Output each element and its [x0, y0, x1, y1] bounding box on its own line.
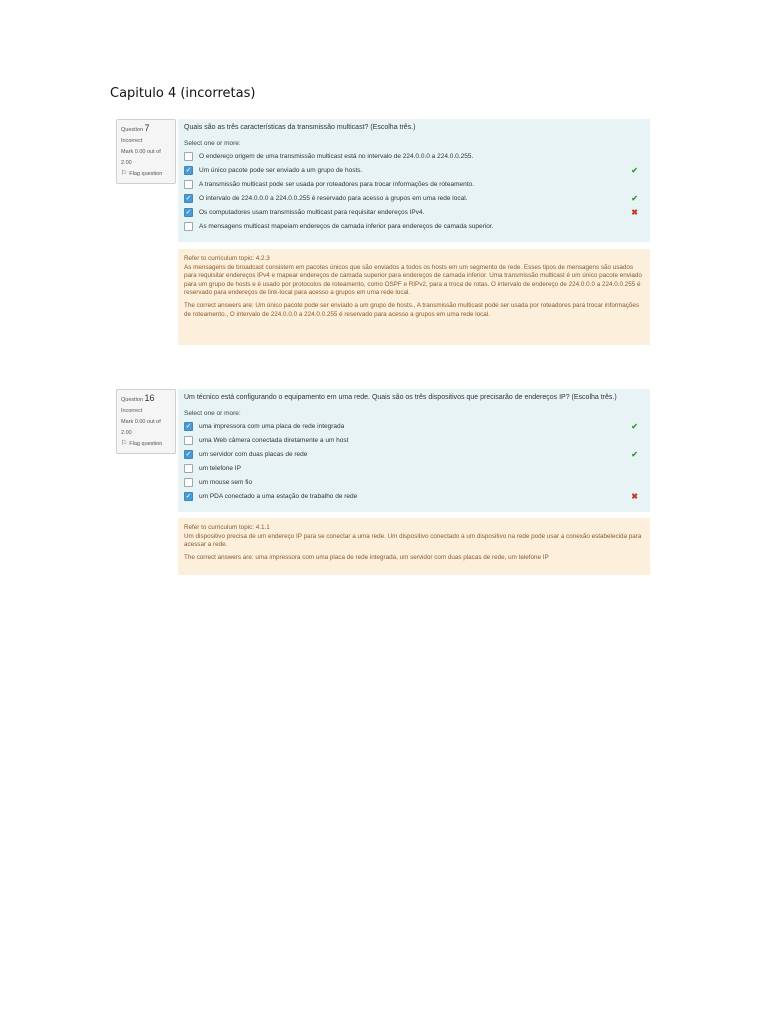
feedback-topic: Refer to curriculum topic: 4.2.3 — [184, 255, 270, 262]
checkbox-checked[interactable] — [184, 422, 193, 431]
check-icon: ✔ — [631, 165, 638, 175]
check-icon: ✓ — [185, 194, 192, 202]
check-icon: ✓ — [185, 450, 192, 458]
question-label: Question — [121, 127, 144, 133]
checkbox-checked[interactable] — [184, 208, 193, 217]
question-grade: Mark 0.00 out of 2.00 — [121, 149, 161, 166]
right-answer: The correct answers are: uma impressora com uma placa de rede integrada, um servidor com duas placas de rede, um telefone IP — [184, 553, 549, 561]
answer-option[interactable] — [184, 205, 644, 219]
checkbox-unchecked[interactable] — [184, 222, 193, 231]
question-grade: Mark 0.00 out of 2.00 — [121, 419, 161, 436]
answer-label[interactable]: um mouse sem fio — [199, 478, 253, 486]
answer-option[interactable] — [184, 163, 644, 177]
cross-icon: ✖ — [631, 207, 638, 217]
page-title: Capitulo 4 (incorretas) — [110, 86, 256, 101]
feedback-panel — [178, 518, 650, 575]
flag-question-label[interactable]: Flag question — [129, 441, 163, 447]
check-icon: ✔ — [631, 449, 638, 459]
question-text: Um técnico está configurando o equipamento em uma rede. Quais são os três dispositivos que precisarão de endereços IP? (Escolha três.) — [184, 394, 617, 401]
question-label: Question — [121, 397, 144, 403]
question-info — [116, 389, 176, 454]
flag-icon[interactable]: ⚐ — [121, 170, 128, 177]
checkbox-unchecked[interactable] — [184, 464, 193, 473]
answer-option[interactable] — [184, 461, 644, 475]
flag-icon[interactable]: ⚐ — [121, 440, 128, 447]
checkbox-checked[interactable] — [184, 194, 193, 203]
check-icon: ✓ — [185, 422, 192, 430]
question-number — [121, 393, 171, 406]
answer-option[interactable] — [184, 149, 644, 163]
checkbox-unchecked[interactable] — [184, 152, 193, 161]
question-text: Quais são as três características da transmissão multicast? (Escolha três.) — [184, 124, 416, 131]
checkbox-unchecked[interactable] — [184, 436, 193, 445]
answer-option[interactable] — [184, 433, 644, 447]
question-state: Incorrect — [121, 138, 143, 144]
answer-label[interactable]: O endereço origem de uma transmissão multicast está no intervalo de 224.0.0.0 a 224.0.0.255. — [199, 152, 474, 160]
answer-label[interactable]: As mensagens multicast mapeiam endereços de camada inferior para endereços de camada superior. — [199, 222, 494, 230]
check-icon: ✓ — [185, 166, 192, 174]
checkbox-checked[interactable] — [184, 166, 193, 175]
feedback-topic: Refer to curriculum topic: 4.1.1 — [184, 524, 270, 531]
answer-option[interactable] — [184, 419, 644, 433]
answer-label[interactable]: A transmissão multicast pode ser usada por roteadores para trocar informações de roteamento. — [199, 180, 474, 188]
cross-icon: ✖ — [631, 491, 638, 501]
answer-option[interactable] — [184, 191, 644, 205]
checkbox-unchecked[interactable] — [184, 478, 193, 487]
right-answer: The correct answers are: Um único pacote pode ser enviado a um grupo de hosts., A transmissão multicast pode ser usada por roteadores para trocar informações de roteamento., O intervalo de 224.0.0.0 a 224.0.0.255 é reservado para acesso a grupos em uma rede local. — [184, 301, 640, 318]
answer-option[interactable] — [184, 489, 644, 503]
answer-label[interactable]: uma impressora com uma placa de rede integrada — [199, 422, 345, 430]
question-info — [116, 119, 176, 184]
answer-list — [184, 149, 644, 233]
check-icon: ✓ — [185, 208, 192, 216]
answer-label[interactable]: uma Web câmera conectada diretamente a um host — [199, 436, 349, 444]
answer-label[interactable]: um PDA conectado a uma estação de trabalho de rede — [199, 492, 358, 500]
answer-label[interactable]: um telefone IP — [199, 464, 241, 472]
check-icon: ✔ — [631, 421, 638, 431]
question-number — [121, 123, 171, 136]
answer-option[interactable] — [184, 475, 644, 489]
checkbox-checked[interactable] — [184, 492, 193, 501]
answer-label[interactable]: O intervalo de 224.0.0.0 a 224.0.0.255 é reservado para acesso a grupos em uma rede local. — [199, 194, 468, 202]
feedback-text: As mensagens de broadcast consistem em pacotes únicos que são enviados a todos os hosts em um segmento de rede. Esses tipos de mensagens são usados para requisitar endereços IPv4 e mapear endereços de camada superior para endereços de camada inferior. Uma transmissão multicast é um único pacote enviado para um grupo de hosts e é usado por protocolos de roteamento, como OSPF e RIPv2, para a troca de rotas. O intervalo de endereço de 224.0.0.0 a 224.0.0.255 é reservado para endereços de link-local para acesso a grupos em uma rede local. — [184, 263, 642, 297]
flag-question-label[interactable]: Flag question — [129, 171, 163, 177]
answer-prompt: Select one or more: — [184, 410, 241, 417]
answer-option[interactable] — [184, 447, 644, 461]
answer-prompt: Select one or more: — [184, 140, 241, 147]
check-icon: ✓ — [185, 492, 192, 500]
question-number-value: 16 — [144, 393, 155, 403]
question-formulation — [178, 119, 650, 242]
answer-label[interactable]: Um único pacote pode ser enviado a um grupo de hosts. — [199, 166, 363, 174]
question-number-value: 7 — [144, 123, 150, 133]
flag-question-link[interactable] — [121, 439, 171, 450]
flag-question-link[interactable] — [121, 169, 171, 180]
answer-list — [184, 419, 644, 503]
check-icon: ✔ — [631, 193, 638, 203]
answer-option[interactable] — [184, 177, 644, 191]
checkbox-checked[interactable] — [184, 450, 193, 459]
question-state: Incorrect — [121, 408, 143, 414]
checkbox-unchecked[interactable] — [184, 180, 193, 189]
answer-label[interactable]: um servidor com duas placas de rede — [199, 450, 308, 458]
feedback-panel — [178, 249, 650, 345]
answer-label[interactable]: Os computadores usam transmissão multicast para requisitar endereços IPv4. — [199, 208, 425, 216]
feedback-text: Um dispositivo precisa de um endereço IP para se conectar a uma rede. Um dispositivo conectado a um dispositivo na rede pode usar a conexão estabelecida para acessar a rede. — [184, 532, 642, 549]
answer-option[interactable] — [184, 219, 644, 233]
question-formulation — [178, 389, 650, 512]
